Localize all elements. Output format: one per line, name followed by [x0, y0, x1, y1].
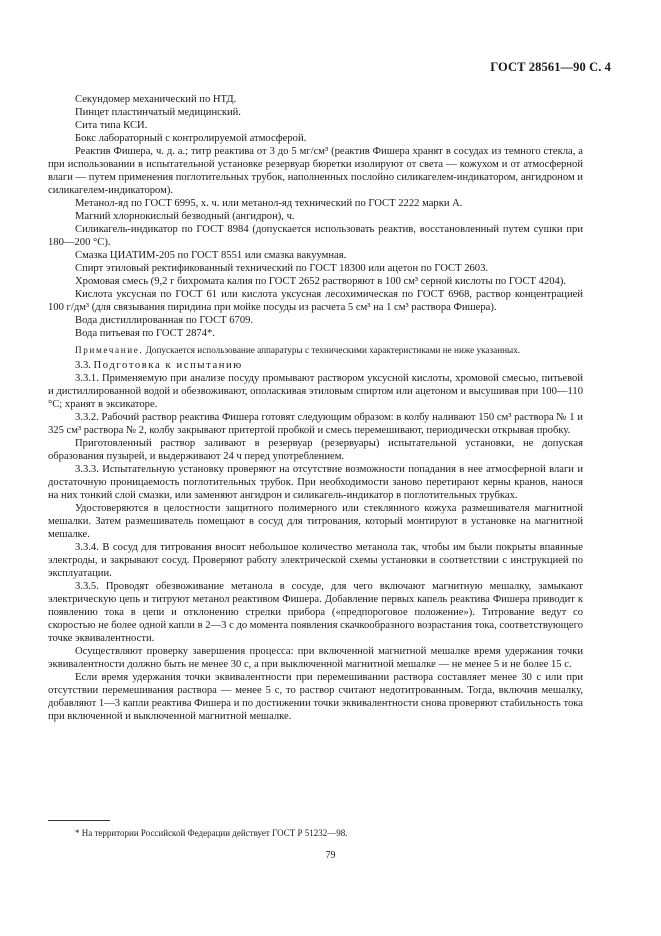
footnote-divider: [48, 820, 110, 821]
reagent-item: Силикагель-индикатор по ГОСТ 8984 (допускается использовать реактив, восстановленный путем сушки при 180—200 °С).: [48, 224, 583, 248]
section-heading: [48, 359, 583, 372]
procedure-paragraph: Осуществляют проверку завершения процесса: при включенной магнитной мешалке время удержания точки эквивалентности должно быть не менее 30 с, а при выключенной магнитной мешалке — не менее 5 и не более 15 с.: [48, 646, 583, 670]
procedure-paragraph: 3.3.4. В сосуд для титрования вносят небольшое количество метанола так, чтобы им были покрыты впаянные электроды, и закрывают сосуд. Проверяют работу электрической схемы установки в соответствии с инструкцией по эксплуатации.: [48, 542, 583, 579]
procedure-paragraph: 3.3.1. Применяемую при анализе посуду промывают раствором уксусной кислоты, хромовой смесью, питьевой и дистиллированной водой и обезвоживают, ополаскивая этиловым спиртом или ацетоном и высушивая при 100—110 °С; хранят в эксикаторе.: [48, 373, 583, 410]
reagent-item: Метанол-яд по ГОСТ 6995, х. ч. или метанол-яд технический по ГОСТ 2222 марки А.: [75, 198, 463, 209]
equipment-item: Секундомер механический по НТД.: [75, 94, 237, 105]
procedure-paragraph: Если время удержания точки эквивалентности при перемешивании раствора составляет менее 30 с или при отсутствии перемешивания раствора — менее 5 с, то раствор считают недотитрованным. Тогда, включив мешалку, добавляют 1—3 капли реактива Фишера и по достижении точки эквивалентности снова проверяют стабильность тока при включенной и выключенной магнитной мешалке.: [48, 672, 583, 722]
reagent-item: Спирт этиловый ректификованный технический по ГОСТ 18300 или ацетон по ГОСТ 2603.: [75, 263, 489, 274]
procedure-paragraph: 3.3.3. Испытательную установку проверяют на отсутствие возможности попадания в нее атмосферной влаги и достаточную проницаемость поглотительных трубок. При необходимости заново перетирают керны кранов, нанося на них тонкий слой смазки, или заменяют ангидрон и силикагель-индикатор в поглотительных трубках.: [48, 464, 583, 501]
document-body: [48, 93, 583, 723]
note-text: Допускается использование аппаратуры с техническими характеристиками не ниже указанных.: [143, 345, 521, 355]
note-label: Примечание.: [75, 345, 144, 355]
equipment-item: Бокс лабораторный с контролируемой атмосферой.: [75, 133, 307, 144]
reagent-item: Реактив Фишера, ч. д. а.; титр реактива от 3 до 5 мг/см³ (реактив Фишера хранят в сосудах из темного стекла, а при использовании в испытательной установке резервуар бюретки изолируют от света — кожухом и от атмосферной влаги — путем применения поглотительных трубок, наполненных послойно силикагелем-индикатором, ангидроном и силикагелем-индикатором).: [48, 146, 583, 196]
reagent-item: Вода дистиллированная по ГОСТ 6709.: [75, 315, 254, 326]
section-number: 3.3.: [75, 360, 91, 371]
footnote: * На территории Российской Федерации действует ГОСТ Р 51232—98.: [75, 828, 348, 838]
procedure-paragraph: 3.3.2. Рабочий раствор реактива Фишера готовят следующим образом: в колбу наливают 150 см³ раствора № 1 и 325 см³ раствора № 2, колбу закрывают притертой пробкой и смесь перемешивают, периодически открывая пробку.: [48, 412, 583, 436]
procedure-paragraph: 3.3.5. Проводят обезвоживание метанола в сосуде, для чего включают магнитную мешалку, замыкают электрическую цепь и титруют метанол реактивом Фишера. Добавление первых капель реактива Фишера приводит к появлению тока в цепи и отклонению стрелки прибора («предпороговое положение»). Титрование ведут со скоростью не более одной капли в 2—3 с до момента появления скачкообразного возрастания тока, соответствующего точке эквивалентности.: [48, 581, 583, 644]
section-title: Подготовка к испытанию: [93, 360, 243, 371]
procedure-paragraph: Приготовленный раствор заливают в резервуар (резервуары) испытательной установки, не допуская образования пузырей, и выдерживают 24 ч перед употреблением.: [48, 438, 583, 462]
page-number: 79: [325, 850, 336, 861]
reagent-item: Кислота уксусная по ГОСТ 61 или кислота уксусная лесохимическая по ГОСТ 6968, раствор концентрацией 100 г/дм³ (для связывания пиридина при мойке посуды из расчета 5 см³ на 1 см³ раствора Фишера).: [48, 289, 583, 313]
page-header: ГОСТ 28561—90 С. 4: [490, 60, 611, 74]
reagent-item: Смазка ЦИАТИМ-205 по ГОСТ 8551 или смазка вакуумная.: [75, 250, 347, 261]
equipment-item: Сита типа КСИ.: [75, 120, 148, 131]
reagent-item: Хромовая смесь (9,2 г бихромата калия по ГОСТ 2652 растворяют в 100 см³ серной кислоты по ГОСТ 4204).: [75, 276, 567, 287]
procedure-paragraph: Удостоверяются в целостности защитного полимерного или стеклянного кожуха размешивателя магнитной мешалки. Затем размешиватель помещают в сосуд для титрования, который монтируют в установке на магнитной мешалке.: [48, 503, 583, 540]
reagent-item: Магний хлорнокислый безводный (ангидрон), ч.: [75, 211, 295, 222]
reagent-item: Вода питьевая по ГОСТ 2874*.: [75, 328, 215, 339]
note-paragraph: [48, 344, 583, 356]
equipment-item: Пинцет пластинчатый медицинский.: [75, 107, 241, 118]
